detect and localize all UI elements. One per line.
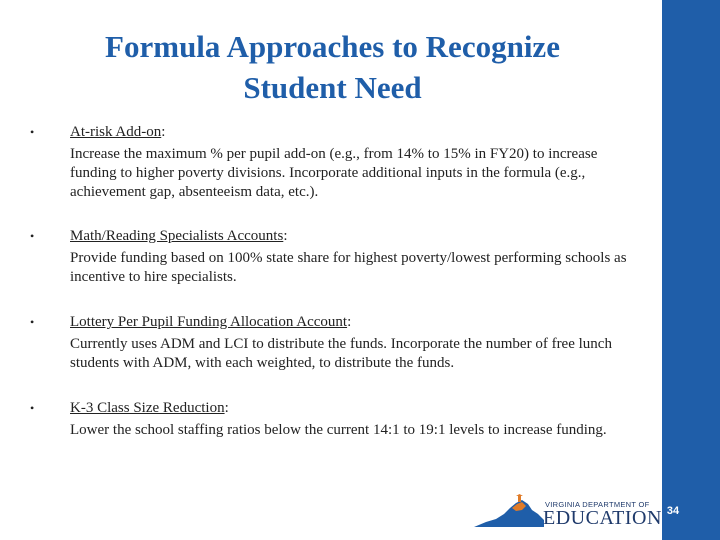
bullet-item: • K-3 Class Size Reduction: Lower the school staffing ratios below the current 14:1 to 19:1 levels to increase funding.: [30, 399, 640, 440]
bullet-body: Provide funding based on 100% state share for highest poverty/lowest performing schools as incentive to hire specialists.: [70, 250, 627, 285]
title-line-2: Student Need: [243, 70, 422, 105]
bullet-item: • Lottery Per Pupil Funding Allocation Account: Currently uses ADM and LCI to distribute the funds. Incorporate the number of free lunch students with ADM, with each weighted, to distribute the funds.: [30, 313, 640, 373]
bullet-dot-icon: •: [30, 125, 35, 139]
slide-title: [40, 26, 625, 108]
bullet-body: Lower the school staffing ratios below the current 14:1 to 19:1 levels to increase funding.: [70, 422, 607, 438]
bullet-heading: Lottery Per Pupil Funding Allocation Account: [70, 314, 348, 330]
logo-main-text: EDUCATION: [543, 507, 662, 529]
bullet-heading: Math/Reading Specialists Accounts: [70, 228, 284, 244]
logo-top-text: VIRGINIA DEPARTMENT OF: [545, 500, 650, 509]
bullet-heading: K-3 Class Size Reduction: [70, 400, 225, 416]
bullet-body: Increase the maximum % per pupil add-on (e.g., from 14% to 15% in FY20) to increase funding to higher poverty divisions. Incorporate additional inputs in the formula (e.g., achievement gap, absenteeism data, etc.).: [70, 146, 598, 200]
bullet-item: • At-risk Add-on: Increase the maximum % per pupil add-on (e.g., from 14% to 15% in FY20) to increase funding to higher poverty divisions. Incorporate additional inputs in the formula (e.g., achievement gap, absenteeism data, etc.).: [30, 123, 640, 202]
bullet-heading: At-risk Add-on: [70, 124, 162, 140]
page-number: 34: [666, 505, 680, 517]
bullet-dot-icon: •: [30, 401, 35, 415]
bullet-list: [30, 123, 640, 440]
bullet-item: • Math/Reading Specialists Accounts: Provide funding based on 100% state share for highest poverty/lowest performing schools as incentive to hire specialists.: [30, 227, 640, 287]
title-line-1: Formula Approaches to Recognize: [105, 29, 560, 64]
side-accent-bar: [662, 0, 720, 540]
bullet-dot-icon: •: [30, 315, 35, 329]
virginia-map-icon: [472, 494, 547, 530]
bullet-dot-icon: •: [30, 229, 35, 243]
bullet-body: Currently uses ADM and LCI to distribute the funds. Incorporate the number of free lunch students with ADM, with each weighted, to distribute the funds.: [70, 336, 612, 371]
vdoe-logo: [472, 494, 662, 530]
